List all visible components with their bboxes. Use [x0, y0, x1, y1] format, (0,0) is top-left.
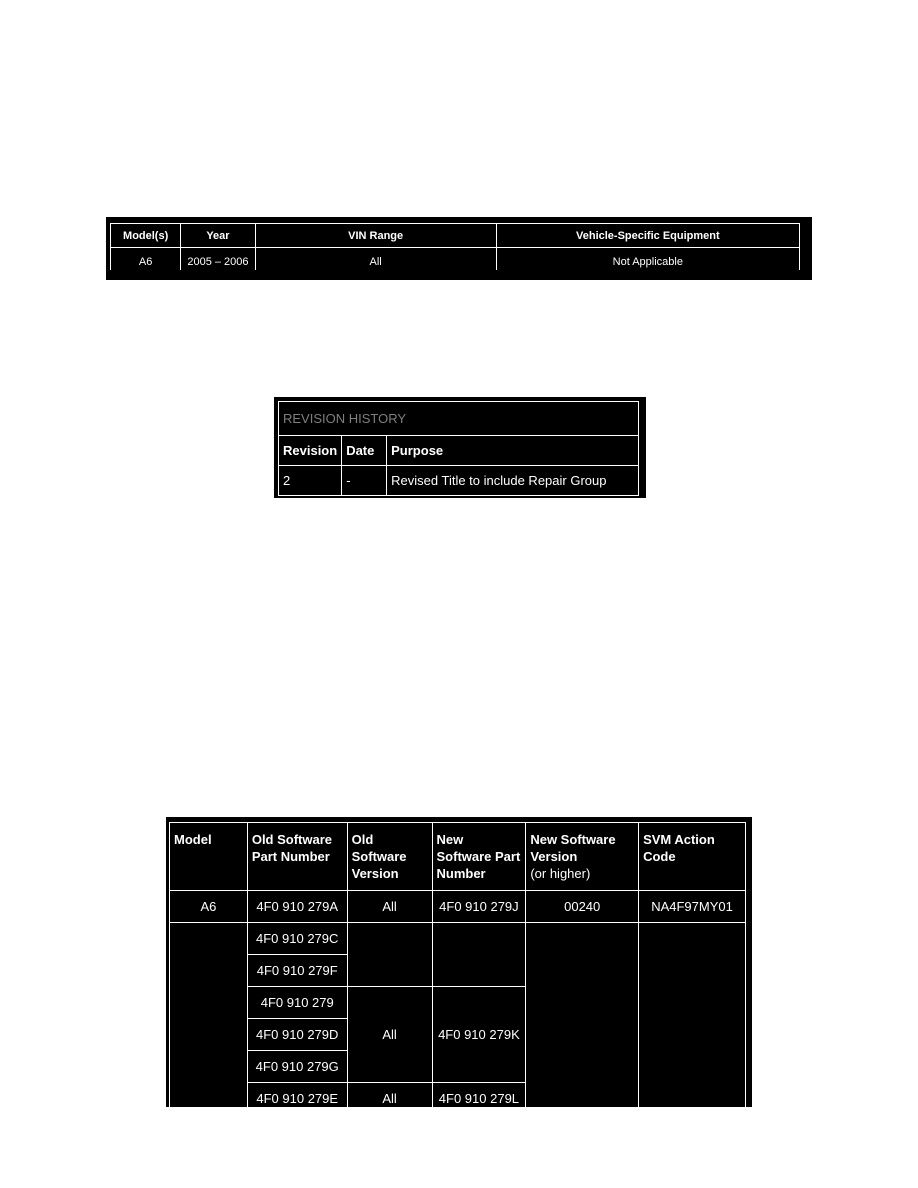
cell-old-part: 4F0 910 279C: [247, 923, 347, 955]
cell-old-version-empty: [347, 923, 432, 987]
cell-old-part: 4F0 910 279G: [247, 1051, 347, 1083]
applicability-header-row: [111, 224, 800, 248]
cell-model-empty: [170, 923, 248, 1115]
applicability-row: [111, 248, 800, 270]
software-header-row: [170, 823, 746, 891]
header-svm-action-code: SVM Action Code: [639, 823, 746, 891]
cell-old-part: 4F0 910 279D: [247, 1019, 347, 1051]
cell-new-version: 00240: [526, 891, 639, 923]
revision-title-row: [279, 402, 639, 436]
software-row: [170, 923, 746, 955]
header-models: Model(s): [111, 224, 181, 248]
revision-row: [279, 466, 639, 496]
header-new-version-note: (or higher): [530, 866, 591, 881]
header-old-part-number: Old Software Part Number: [247, 823, 347, 891]
header-model: Model: [170, 823, 248, 891]
applicability-table-block: [106, 217, 812, 280]
cell-year: 2005 – 2006: [181, 248, 255, 270]
header-revision: Revision: [279, 436, 342, 466]
header-new-part-number: New Software Part Number: [432, 823, 526, 891]
header-old-version: Old Software Version: [347, 823, 432, 891]
header-new-version-label: New Software Version: [530, 832, 616, 864]
cell-old-version: All: [347, 987, 432, 1083]
cell-old-version: All: [347, 891, 432, 923]
cell-new-part: 4F0 910 279J: [432, 891, 526, 923]
applicability-table: [110, 223, 800, 270]
cell-model: A6: [111, 248, 181, 270]
cell-old-part: 4F0 910 279: [247, 987, 347, 1019]
cell-model: A6: [170, 891, 248, 923]
header-new-version: [526, 823, 639, 891]
revision-header-row: [279, 436, 639, 466]
software-table: [169, 822, 746, 1115]
cell-old-part: 4F0 910 279E: [247, 1083, 347, 1115]
cell-new-version-empty: [526, 923, 639, 1115]
header-vin-range: VIN Range: [255, 224, 496, 248]
revision-history-block: [274, 397, 646, 498]
revision-history-table: [278, 401, 639, 496]
software-row: [170, 891, 746, 923]
cell-purpose: Revised Title to include Repair Group: [387, 466, 639, 496]
cell-new-part: 4F0 910 279L: [432, 1083, 526, 1115]
revision-history-title: REVISION HISTORY: [279, 402, 639, 436]
cell-svm-code-empty: [639, 923, 746, 1115]
cell-old-version: All: [347, 1083, 432, 1115]
cell-revision: 2: [279, 466, 342, 496]
header-year: Year: [181, 224, 255, 248]
header-vehicle-equipment: Vehicle-Specific Equipment: [496, 224, 799, 248]
cell-date: -: [342, 466, 387, 496]
cell-new-part-empty: [432, 923, 526, 987]
cell-old-part: 4F0 910 279A: [247, 891, 347, 923]
cell-old-part: 4F0 910 279F: [247, 955, 347, 987]
cell-equipment: Not Applicable: [496, 248, 799, 270]
header-purpose: Purpose: [387, 436, 639, 466]
cell-new-part: 4F0 910 279K: [432, 987, 526, 1083]
header-date: Date: [342, 436, 387, 466]
software-table-block: [166, 817, 752, 1107]
cell-vin-range: All: [255, 248, 496, 270]
cell-svm-code: NA4F97MY01: [639, 891, 746, 923]
